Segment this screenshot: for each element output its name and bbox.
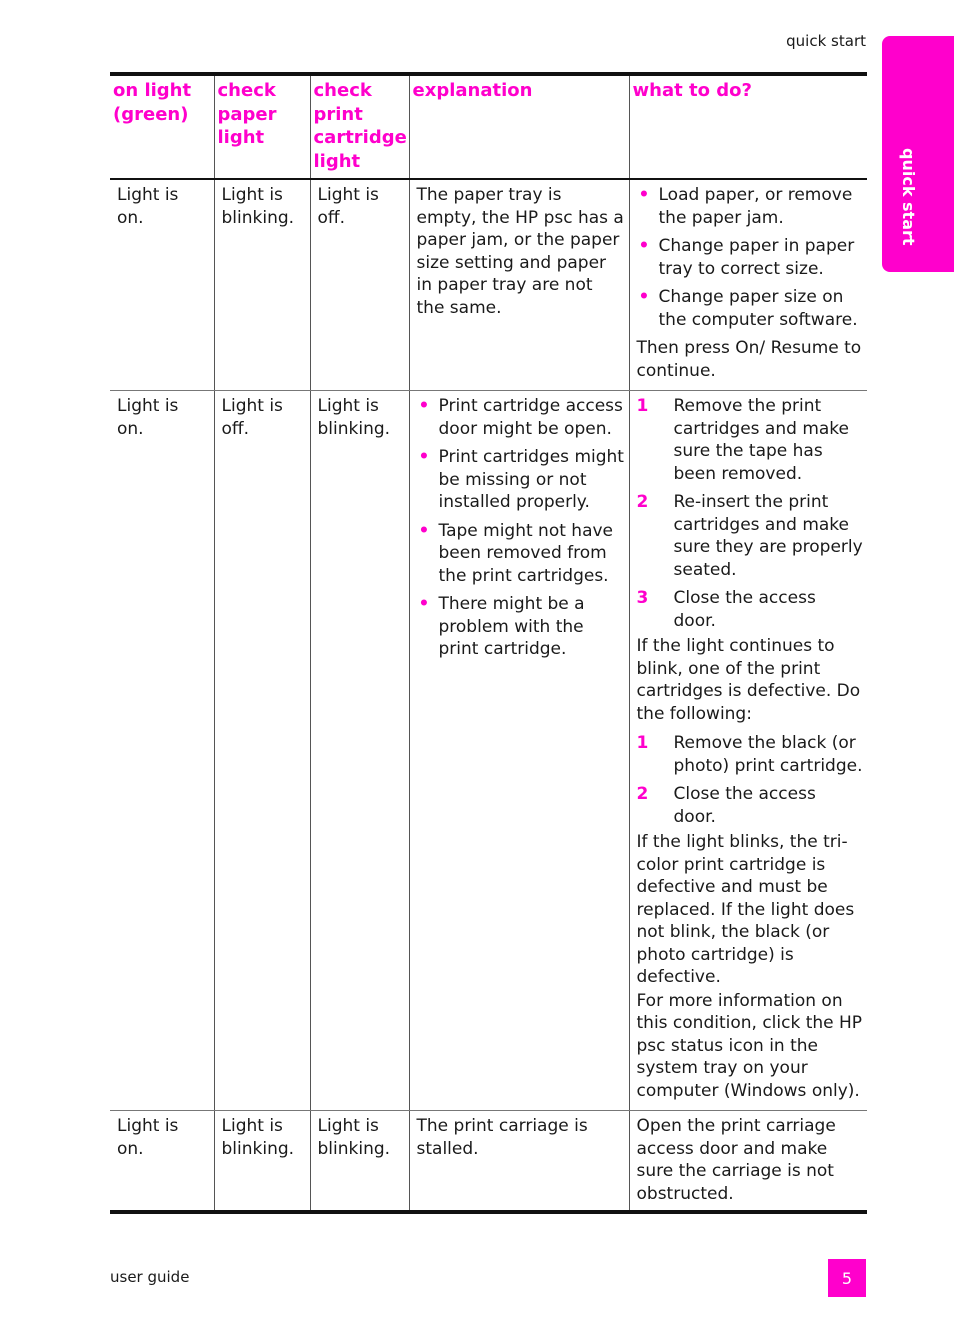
page-number: 5 (828, 1259, 866, 1297)
cell-paper-light: Light is blinking. (214, 1111, 310, 1213)
cell-on-light: Light is on. (117, 1116, 179, 1159)
cell-cartridge-light: Light is off. (310, 179, 409, 391)
list-item: • Load paper, or remove the paper jam. (637, 184, 864, 229)
cell-explanation (409, 391, 629, 1111)
header-check-paper: check paper light (214, 74, 310, 179)
step-item (637, 732, 864, 777)
status-lights-table (110, 72, 867, 1214)
header-on-light: on light (green) (110, 74, 214, 179)
step-text: Remove the print cartridges and make sure the tape has been removed. (673, 396, 849, 484)
cell-paper-light: Light is off. (214, 391, 310, 1111)
action-list (637, 184, 864, 331)
section-tab (882, 36, 954, 272)
header-explanation: explanation (409, 74, 629, 179)
steps-list (637, 395, 864, 632)
cell-cartridge-light: Light is blinking. (310, 1111, 409, 1213)
step-item (637, 587, 864, 632)
section-tab-label: quick start (899, 148, 918, 246)
list-item: • There might be a problem with the print cartridge. (417, 593, 625, 661)
step-text: Close the access door. (673, 588, 816, 631)
cell-cartridge-light: Light is blinking. (310, 391, 409, 1111)
footer-label: user guide (110, 1268, 190, 1286)
blink-paragraph: If the light continues to blink, one of the print cartridges is defective. Do the following: (636, 636, 861, 724)
steps-list (637, 732, 864, 828)
step-item (637, 783, 864, 828)
cell-what-to-do: Open the print carriage access door and make sure the carriage is not obstructed. (629, 1111, 867, 1213)
cause-list (417, 395, 625, 661)
header-check-cartridge: check print cartridge light (310, 74, 409, 179)
step-number: 1 (636, 396, 649, 416)
table-row (110, 179, 867, 391)
cell-what-to-do (629, 179, 867, 391)
table-row (110, 1111, 867, 1213)
step-number: 3 (636, 588, 649, 608)
step-number: 2 (636, 784, 649, 804)
running-head: quick start (786, 32, 866, 50)
action-followup: Then press On/ Resume to continue. (636, 338, 862, 381)
step-text: Remove the black (or photo) print cartridge. (673, 733, 863, 776)
cell-paper-light: Light is blinking. (214, 179, 310, 391)
step-item (637, 491, 864, 581)
cell-what-to-do (629, 391, 867, 1111)
step-number: 2 (636, 492, 649, 512)
list-item: • Change paper size on the computer software. (637, 286, 864, 331)
list-item: • Print cartridges might be missing or not installed properly. (417, 446, 625, 514)
step-item (637, 395, 864, 485)
cell-on-light: Light is on. (110, 391, 214, 1111)
cell-explanation: The print carriage is stalled. (409, 1111, 629, 1213)
more-info-paragraph: For more information on this condition, click the HP psc status icon in the system tray on your computer (Windows only). (636, 990, 863, 1101)
cell-on-light: Light is on. (110, 179, 214, 391)
header-what-to-do: what to do? (629, 74, 867, 179)
step-number: 1 (636, 733, 649, 753)
tricolor-paragraph: If the light blinks, the tri-color print cartridge is defective and must be replaced. If the light does not blink, the black (or photo cartridge) is defective. (636, 832, 855, 987)
table-row (110, 391, 867, 1111)
step-text: Close the access door. (673, 784, 816, 827)
list-item: • Tape might not have been removed from the print cartridges. (417, 520, 625, 588)
step-text: Re-insert the print cartridges and make sure they are properly seated. (673, 492, 863, 580)
cell-explanation: The paper tray is empty, the HP psc has a paper jam, or the paper size setting and paper in paper tray are not the same. (409, 179, 629, 391)
list-item: • Print cartridge access door might be open. (417, 395, 625, 440)
list-item: • Change paper in paper tray to correct size. (637, 235, 864, 280)
table-header-row (110, 74, 867, 179)
